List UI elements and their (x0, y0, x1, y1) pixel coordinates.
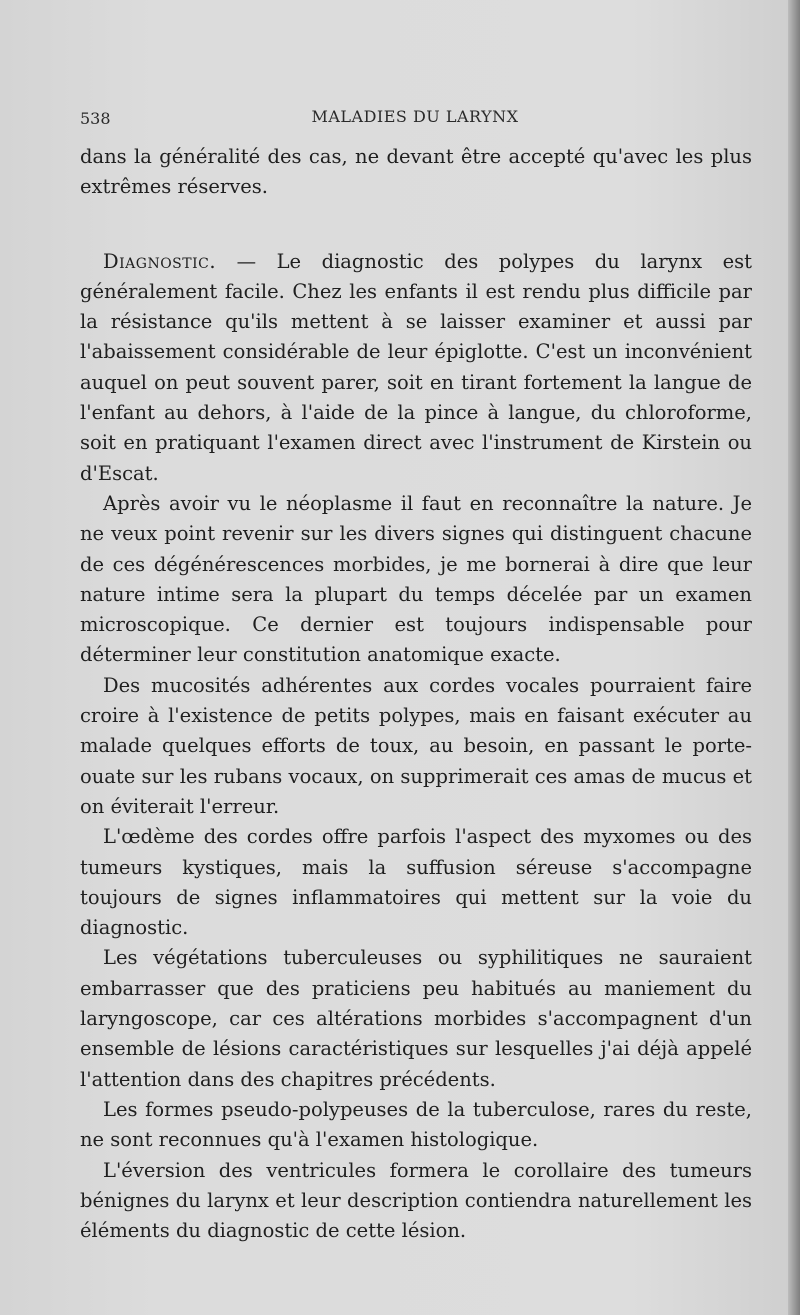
running-title: MALADIES DU LARYNX (311, 107, 519, 126)
paragraph-text: — Le diagnostic des polypes du larynx est généralement facile. Chez les enfants il est rendu plus difficile par la résistance qu'ils mettent à se laisser examiner et aussi par l'abaissement considérable de leur épiglotte. C'est un inconvénient auquel on peut souvent parer, soit en tirant fortement la langue de l'enfant au dehors, à l'aide de la pince à langue, du chloroforme, soit en pratiquant l'examen direct avec l'instrument de Kirstein ou d'Escat. (80, 249, 752, 485)
paragraph-oedeme: L'œdème des cordes offre parfois l'aspect des myxomes ou des tumeurs kystiques, mais la suffusion séreuse s'accompagne toujours de signes inflammatoires qui mettent sur la voie du diagnostic. (80, 825, 752, 940)
paragraph-neoplasm: Après avoir vu le néoplasme il faut en reconnaître la nature. Je ne veux point revenir sur les divers signes qui distinguent chacune de ces dégénérescences morbides, je me bornerai à dire que leur nature intime sera la plupart du temps décelée par un examen microscopique. Ce dernier est toujours indispensable pour déterminer leur constitution anatomique exacte. (80, 491, 752, 667)
paragraph-diagnostic (80, 247, 752, 489)
paragraph-formes: Les formes pseudo-polypeuses de la tuberculose, rares du reste, ne sont reconnues qu'à l'examen histologique. (80, 1097, 752, 1152)
section-heading: Diagnostic. (103, 249, 217, 273)
paragraph-continuation: dans la généralité des cas, ne devant être accepté qu'avec les plus extrêmes réserves. (80, 145, 752, 199)
paragraph-eversion: L'éversion des ventricules formera le corollaire des tumeurs bénignes du larynx et leur description contiendra naturellement les éléments du diagnostic de cette lésion. (80, 1158, 752, 1243)
page-edge-shadow (788, 0, 800, 1315)
page-body (80, 142, 752, 1246)
page-number: 538 (80, 109, 111, 128)
page-header (80, 103, 750, 133)
paragraph-vegetations: Les végétations tuberculeuses ou syphilitiques ne sauraient embarrasser que des praticiens peu habitués au maniement du laryngoscope, car ces altérations morbides s'accompagnent d'un ensemble de lésions caractéristiques sur lesquelles j'ai déjà appelé l'attention dans des chapitres précédents. (80, 946, 752, 1091)
paragraph-mucosites: Des mucosités adhérentes aux cordes vocales pourraient faire croire à l'existence de petits polypes, mais en faisant exécuter au malade quelques efforts de toux, au besoin, en passant le porte-ouate sur les rubans vocaux, on supprimerait ces amas de mucus et on éviterait l'erreur. (80, 673, 752, 818)
